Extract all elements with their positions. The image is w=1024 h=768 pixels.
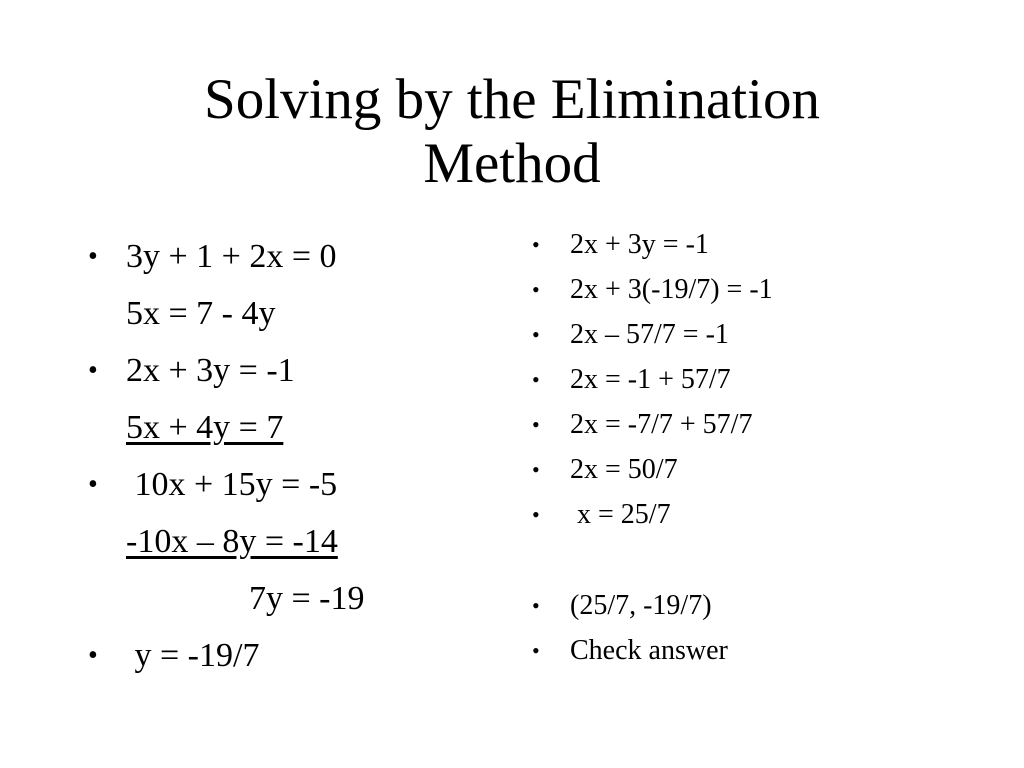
equation-text: 7y = -19 (249, 580, 365, 617)
left-item-2 (88, 285, 508, 342)
check-answer-text: Check answer (570, 635, 728, 666)
bullet-icon: • (532, 277, 540, 302)
spacer (532, 537, 992, 583)
right-item-1 (532, 222, 992, 267)
equation-text: 2x = -7/7 + 57/7 (570, 409, 753, 440)
bullet-icon: • (88, 640, 98, 671)
right-item-3 (532, 312, 992, 357)
right-item-8 (532, 583, 992, 628)
bullet-icon: • (532, 502, 540, 527)
bullet-icon: • (532, 593, 540, 618)
left-item-8 (88, 627, 508, 684)
slide-title (0, 68, 1024, 196)
right-item-6 (532, 447, 992, 492)
equation-text: 10x + 15y = -5 (126, 466, 338, 503)
left-column (88, 228, 508, 684)
equation-text: 2x = 50/7 (570, 454, 678, 485)
title-line-1: Solving by the Elimination (204, 68, 820, 131)
bullet-icon: • (88, 469, 98, 500)
title-line-2: Method (423, 132, 601, 195)
equation-text-underlined: -10x – 8y = -14 (126, 523, 338, 560)
equation-text: 2x – 57/7 = -1 (570, 319, 729, 350)
equation-text: 2x + 3y = -1 (126, 352, 295, 389)
right-item-4 (532, 357, 992, 402)
left-item-1 (88, 228, 508, 285)
solution-text: (25/7, -19/7) (570, 590, 712, 621)
right-item-9 (532, 628, 992, 673)
equation-text: x = 25/7 (570, 499, 671, 530)
bullet-icon: • (532, 367, 540, 392)
equation-text-underlined: 5x + 4y = 7 (126, 409, 284, 446)
equation-text: 5x = 7 - 4y (126, 295, 276, 332)
bullet-icon: • (532, 412, 540, 437)
left-item-4 (88, 399, 508, 456)
right-column (532, 222, 992, 673)
left-item-5 (88, 456, 508, 513)
bullet-icon: • (532, 322, 540, 347)
left-item-7 (88, 570, 508, 627)
equation-text: 2x = -1 + 57/7 (570, 364, 731, 395)
right-item-7 (532, 492, 992, 537)
bullet-icon: • (532, 457, 540, 482)
bullet-icon: • (88, 241, 98, 272)
equation-text: 3y + 1 + 2x = 0 (126, 238, 337, 275)
equation-text: 2x + 3y = -1 (570, 229, 709, 260)
bullet-icon: • (532, 232, 540, 257)
bullet-icon: • (532, 638, 540, 663)
equation-text: 2x + 3(-19/7) = -1 (570, 274, 773, 305)
equation-text: y = -19/7 (126, 637, 260, 674)
left-item-3 (88, 342, 508, 399)
bullet-icon: • (88, 355, 98, 386)
left-item-6 (88, 513, 508, 570)
right-item-5 (532, 402, 992, 447)
right-item-2 (532, 267, 992, 312)
